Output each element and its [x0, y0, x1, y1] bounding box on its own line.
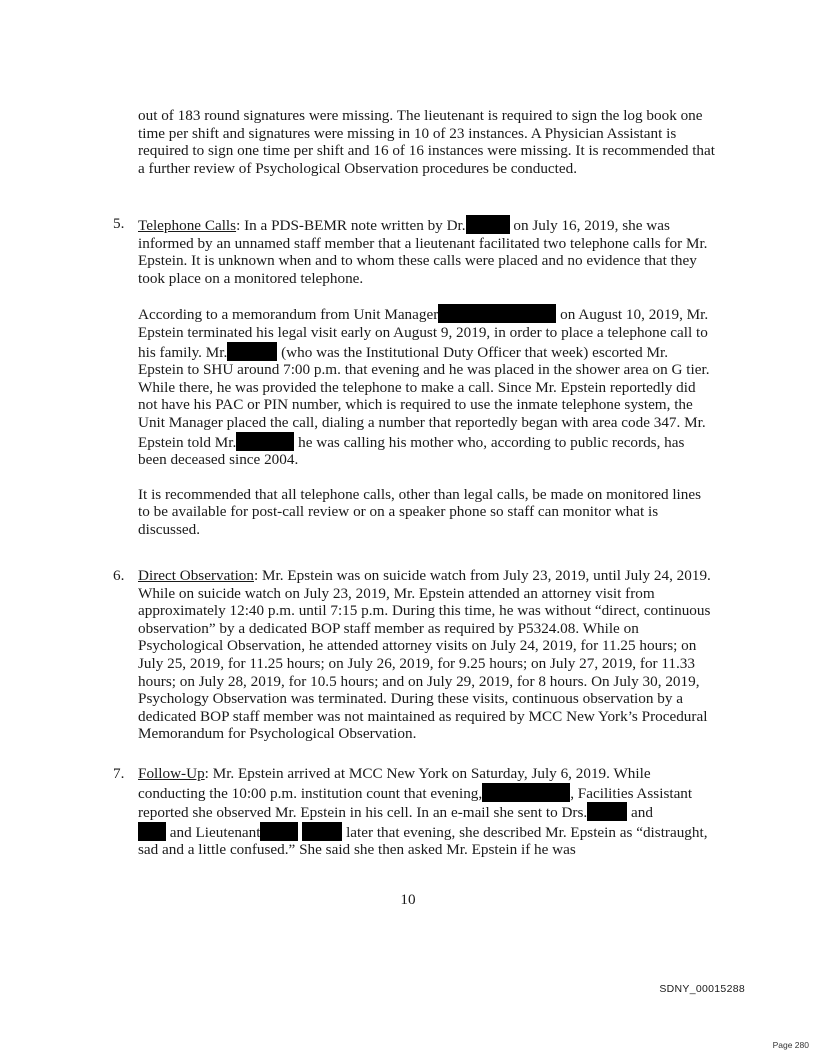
item-body: [138, 215, 716, 539]
page-number: 10: [400, 891, 416, 908]
item5-paragraph-1: Telephone Calls: In a PDS-BEMR note written by Dr. on July 16, 2019, she was informed by an unnamed staff member that a lieutenant facilitated two telephone calls for Mr. Epstein. It is unknown when and to whom these calls were placed and no evidence that they took place on a monitored telephone.: [138, 217, 708, 287]
redaction-box: [438, 304, 556, 323]
redaction-box: [302, 822, 342, 841]
redaction-box: [260, 822, 298, 841]
item6-paragraph: Direct Observation: Mr. Epstein was on suicide watch from July 23, 2019, until July 24, 2019. While on suicide watch on July 23, 2019, Mr. Epstein attended an attorney visit from approximately 12:40 p.m. until 7:15 p.m. During this time, he was without “direct, continuous observation” by a dedicated BOP staff member as required by P5324.08. While on Psychological Observation, he attended attorney visits on July 24, 2019, for 11.25 hours; on July 25, 2019, for 11.25 hours; on July 26, 2019, for 9.25 hours; on July 27, 2019, for 11.33 hours; on July 28, 2019, for 10.5 hours; and on July 29, 2019, for 8 hours. On July 30, 2019, Psychology Observation was terminated. During these visits, continuous observation by a dedicated BOP staff member was not maintained as required by MCC New York’s Procedural Memorandum for Psychological Observation.: [138, 567, 711, 743]
item5-paragraph-2: According to a memorandum from Unit Manager on August 10, 2019, Mr. Epstein terminated his legal visit early on August 9, 2019, in order to place a telephone call to his family. Mr. (who was the Institutional Duty Officer that week) escorted Mr. Epstein to SHU around 7:00 p.m. that evening and he was placed in the shower area on G tier. While there, he was provided the telephone to make a call. Since Mr. Epstein reportedly did not have his PAC or PIN number, which is required to use the inmate telephone system, the Unit Manager placed the call, dialing a number that reportedly began with area code 347. Mr. Epstein told Mr. he was calling his mother who, according to public records, has been deceased since 2004.: [138, 306, 710, 469]
item-heading: Follow-Up: [138, 765, 205, 782]
redaction-box: [138, 822, 166, 841]
item-number: 7.: [113, 765, 125, 782]
redaction-box: [587, 802, 627, 821]
bates-number: SDNY_00015288: [659, 983, 745, 995]
pdf-page-label: Page 280: [772, 1040, 809, 1050]
item5-paragraph-3: It is recommended that all telephone calls, other than legal calls, be made on monitored lines to be available for post-call review or on a speaker phone so staff can monitor what is discussed.: [138, 485, 702, 538]
item7-paragraph: Follow-Up: Mr. Epstein arrived at MCC New York on Saturday, July 6, 2019. While conducting the 10:00 p.m. institution count that evening, , Facilities Assistant reported she observed Mr. Epstein in his cell. In an e-mail she sent to Drs. and and Lieutenant later that evening, she described Mr. Epstein as “distraught, sad and a little confused.” She said she then asked Mr. Epstein if he was: [138, 765, 708, 859]
item-heading: Telephone Calls: [138, 217, 237, 234]
item-number: 5.: [113, 215, 125, 232]
intro-paragraph: out of 183 round signatures were missing. The lieutenant is required to sign the log book one time per shift and signatures were missing in 10 of 23 instances. A Physician Assistant is required to sign one time per shift and 16 of 16 instances were missing. It is recommended that a further review of Psychological Observation procedures be conducted.: [138, 107, 715, 177]
item-body: [138, 765, 716, 859]
item-number: 6.: [113, 567, 125, 584]
redaction-box: [482, 783, 570, 802]
redaction-box: [466, 215, 510, 234]
item-body: [138, 567, 716, 743]
redaction-box: [227, 342, 277, 361]
item-heading: Direct Observation: [138, 567, 254, 584]
redaction-box: [236, 432, 294, 451]
